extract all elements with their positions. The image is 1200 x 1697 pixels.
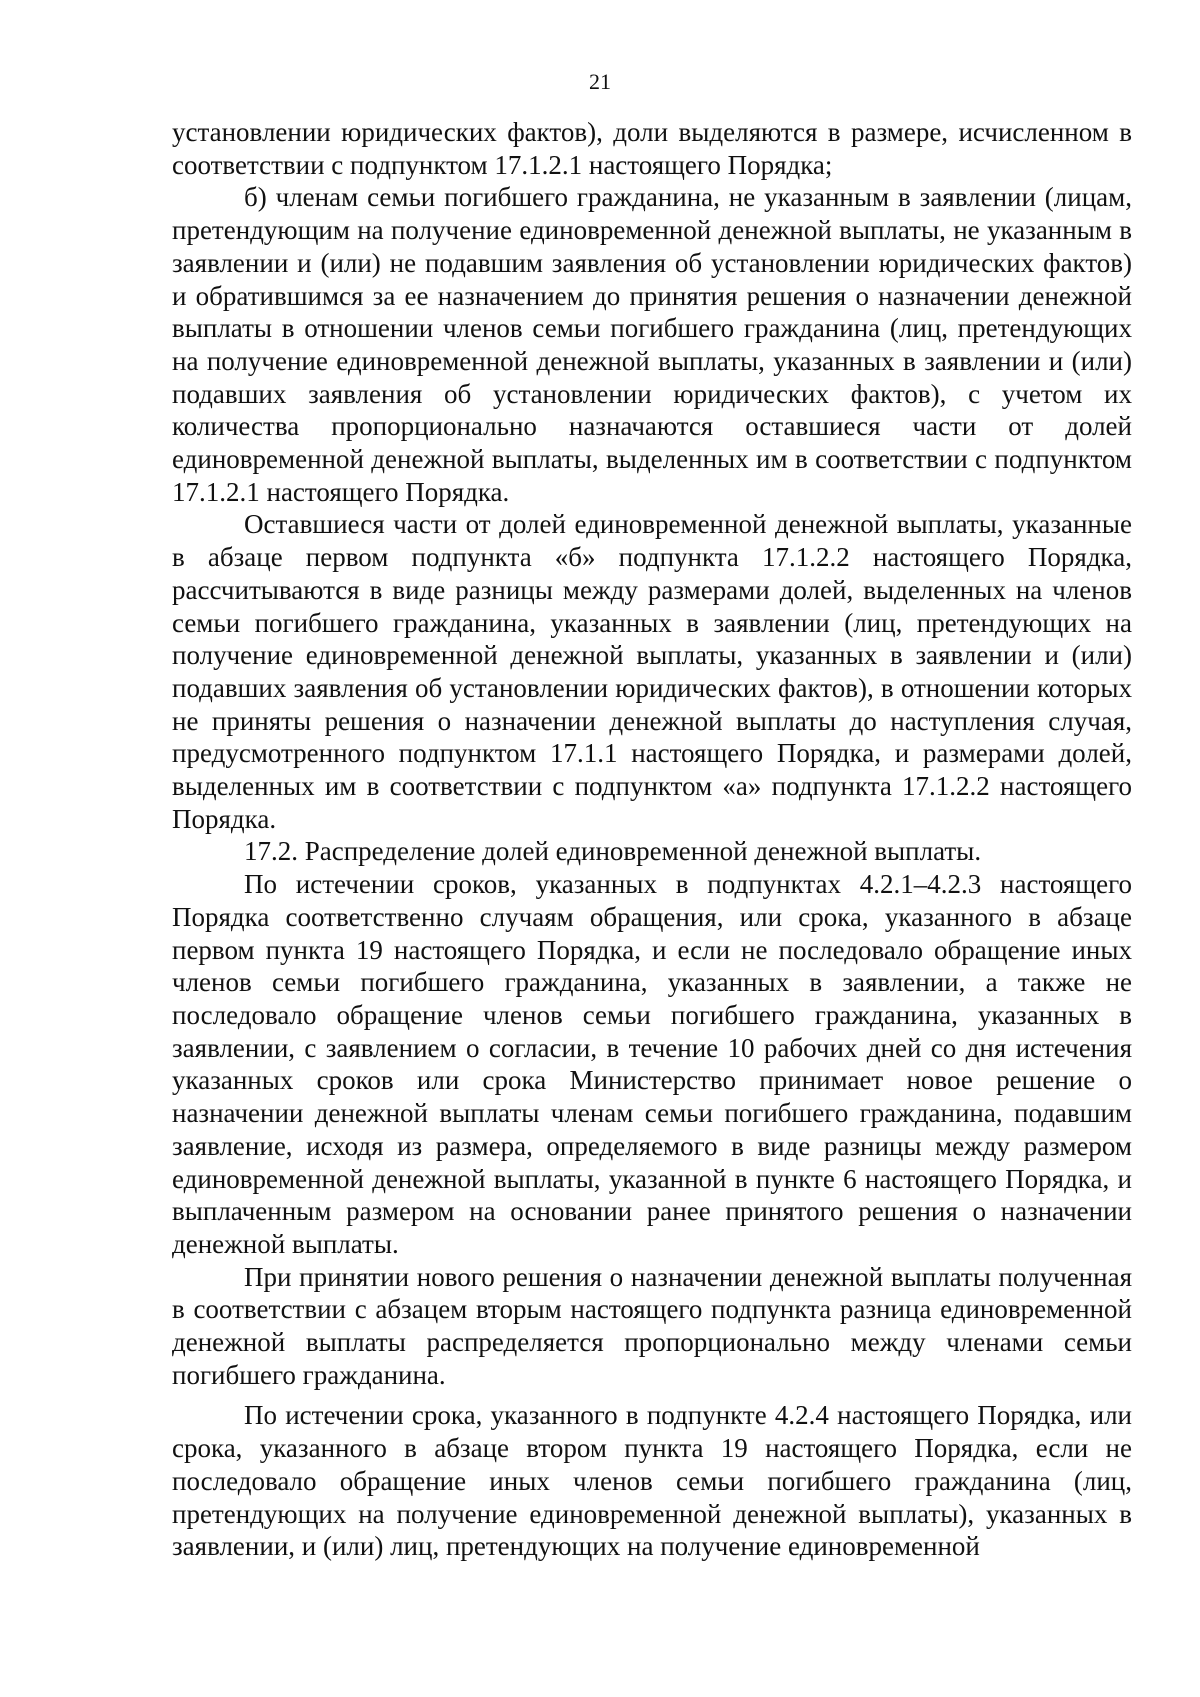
document-body xyxy=(172,116,1132,1563)
section-heading: 17.2. Распределение долей единовременной денежной выплаты. xyxy=(244,836,982,867)
paragraph: По истечении сроков, указанных в подпунктах 4.2.1–4.2.3 настоящего Порядка соответственно случаям обращения, или срока, указанного в абзаце первом пункта 19 настоящего Порядка, и если не последовало обращение иных членов семьи погибшего гражданина, указанных в заявлении, а также не последовало обращение членов семьи погибшего гражданина, указанных в заявлении, с заявлением о согласии, в течение 10 рабочих дней со дня истечения указанных сроков или срока Министерство принимает новое решение о назначении денежной выплаты членам семьи погибшего гражданина, подавшим заявление, исходя из размера, определяемого в виде разницы между размером единовременной денежной выплаты, указанной в пункте 6 настоящего Порядка, и выплаченным размером на основании ранее принятого решения о назначении денежной выплаты. xyxy=(172,869,1132,1259)
paragraph: При принятии нового решения о назначении денежной выплаты полученная в соответствии с абзацем вторым настоящего подпункта разница единовременной денежной выплаты распределяется пропорционально между членами семьи погибшего гражданина. xyxy=(172,1261,1132,1390)
paragraph: Оставшиеся части от долей единовременной денежной выплаты, указанные в абзаце первом подпункта «б» подпункта 17.1.2.2 настоящего Порядка, рассчитываются в виде разницы между размерами долей, выделенных на членов семьи погибшего гражданина, указанных в заявлении (лиц, претендующих на получение единовременной денежной выплаты, указанных в заявлении и (или) подавших заявления об установлении юридических фактов), в отношении которых не приняты решения о назначении денежной выплаты до наступления случая, предусмотренного подпунктом 17.1.1 настоящего Порядка, и размерами долей, выделенных им в соответствии с подпунктом «а» подпункта 17.1.2.2 настоящего Порядка. xyxy=(172,509,1132,834)
paragraph: По истечении срока, указанного в подпункте 4.2.4 настоящего Порядка, или срока, указанного в абзаце втором пункта 19 настоящего Порядка, если не последовало обращение иных членов семьи погибшего гражданина (лиц, претендующих на получение единовременной денежной выплаты), указанных в заявлении, и (или) лиц, претендующих на получение единовременной xyxy=(172,1400,1132,1562)
page-number: 21 xyxy=(589,69,611,94)
paragraph: б) членам семьи погибшего гражданина, не указанным в заявлении (лицам, претендующим на получение единовременной денежной выплаты, не указанным в заявлении и (или) не подавшим заявления об установлении юридических фактов) и обратившимся за ее назначением до принятия решения о назначении денежной выплаты в отношении членов семьи погибшего гражданина (лиц, претендующих на получение единовременной денежной выплаты, указанных в заявлении и (или) подавших заявления об установлении юридических фактов), с учетом их количества пропорционально назначаются оставшиеся части от долей единовременной денежной выплаты, выделенных им в соответствии с подпунктом 17.1.2.1 настоящего Порядка. xyxy=(172,182,1132,507)
paragraph: установлении юридических фактов), доли выделяются в размере, исчисленном в соответствии с подпунктом 17.1.2.1 настоящего Порядка; xyxy=(172,117,1132,180)
